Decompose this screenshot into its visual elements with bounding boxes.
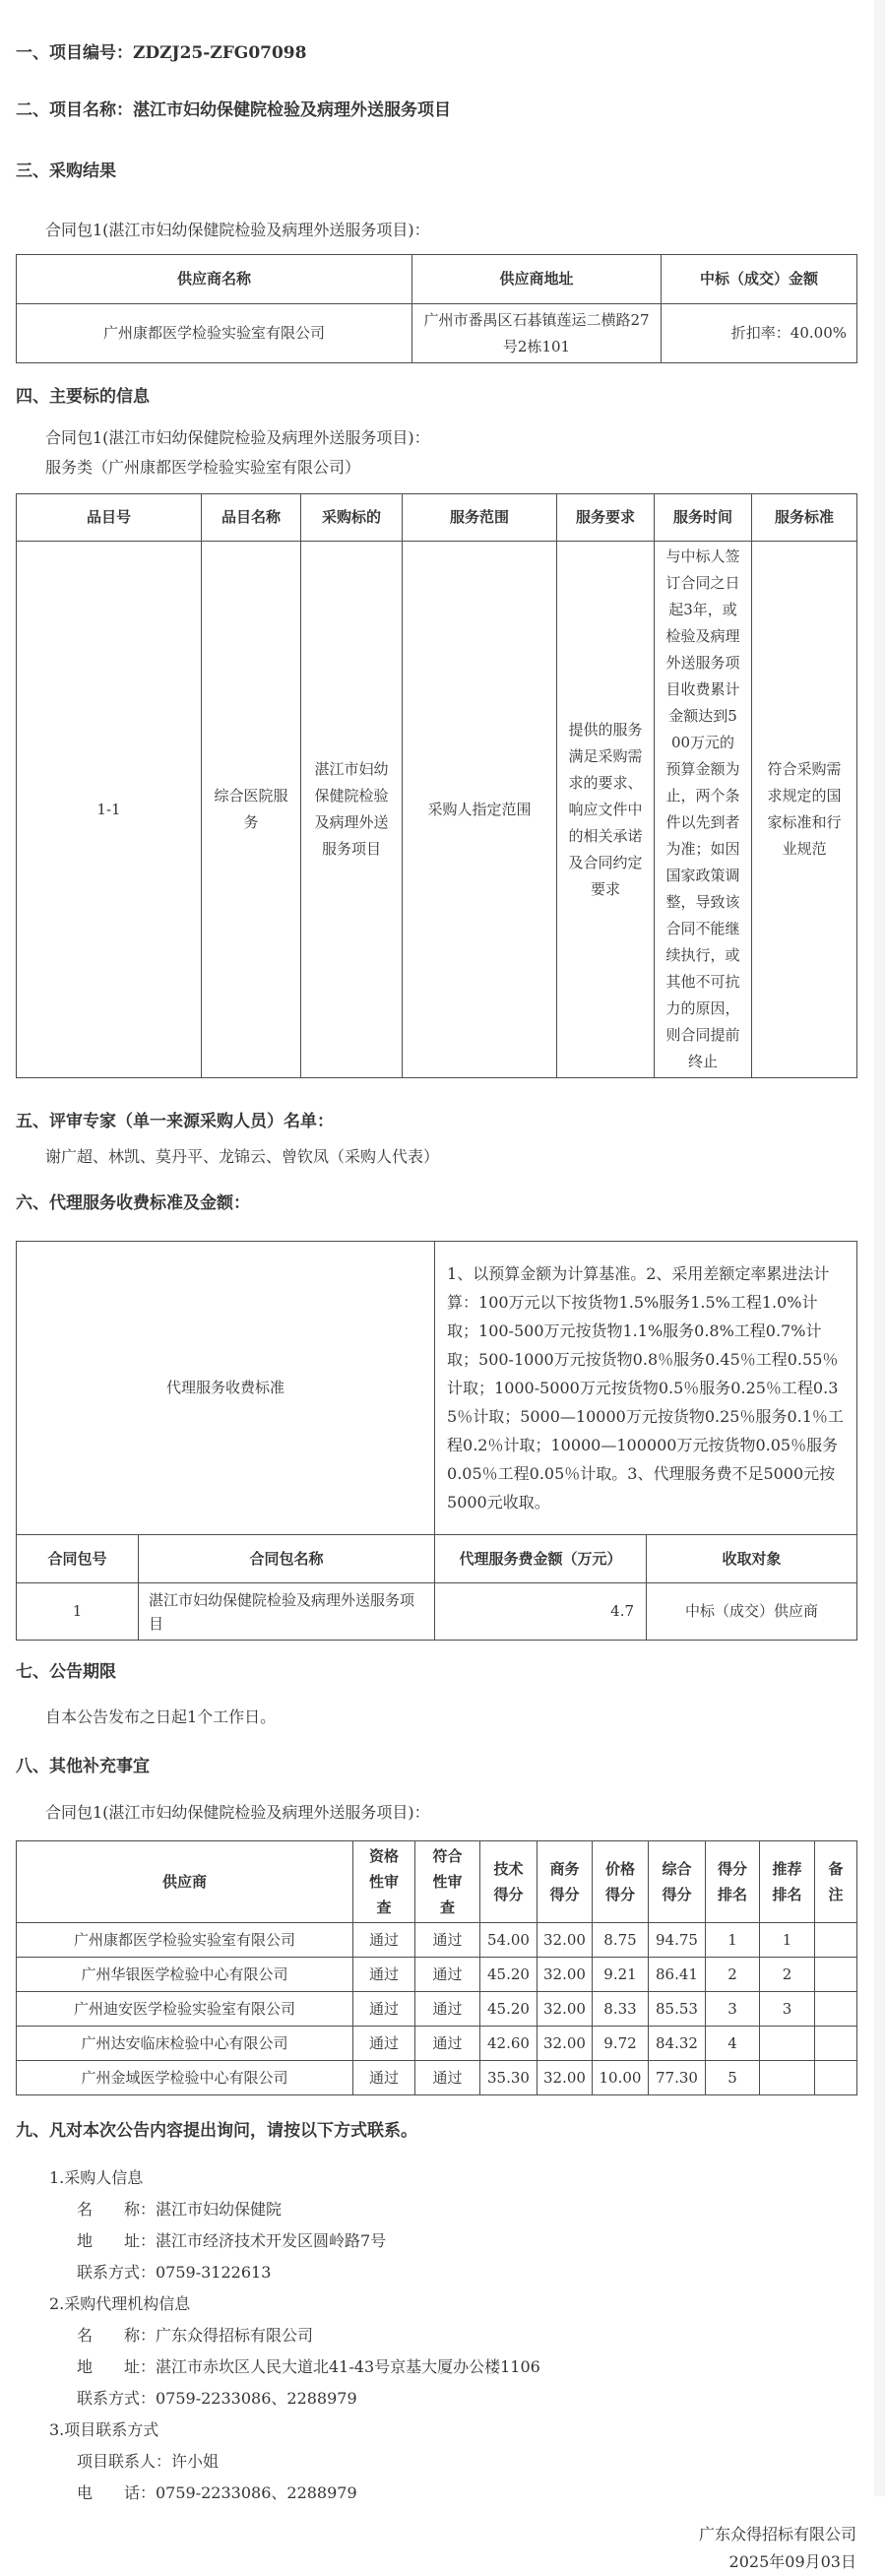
header-remarks: 备注 [815, 1841, 857, 1923]
score-rank-cell: 3 [706, 1992, 760, 2027]
main-subject-table [16, 493, 857, 1078]
agency-fee-table [16, 1241, 857, 1641]
header-price-score: 价格得分 [593, 1841, 649, 1923]
total-score-cell: 94.75 [649, 1923, 706, 1958]
project-contact-heading: 3.项目联系方式 [49, 2420, 159, 2439]
price-score-cell: 10.00 [593, 2061, 649, 2095]
subject-table-header-row [17, 494, 857, 542]
fee-standard-label-cell: 代理服务收费标准 [17, 1242, 435, 1535]
section-project-name: 二、项目名称：湛江市妇幼保健院检验及病理外送服务项目 [16, 100, 451, 120]
package-name-cell: 湛江市妇幼保健院检验及病理外送服务项目 [139, 1583, 435, 1641]
expert-names: 谢广超、林凯、莫丹平、龙锦云、曾钦凤（采购人代表） [45, 1147, 440, 1166]
review-table-row [17, 1923, 857, 1958]
section-project-number: 一、项目编号：ZDZJ25-ZFG07098 [16, 43, 307, 63]
agency-name: 名 称：广东众得招标有限公司 [77, 2326, 314, 2345]
header-service-scope: 服务范围 [403, 494, 557, 542]
purchaser-phone: 联系方式：0759-3122613 [77, 2263, 272, 2282]
purchaser-address: 地 址：湛江市经济技术开发区圆岭路7号 [77, 2231, 387, 2250]
header-supplier-address: 供应商地址 [412, 255, 662, 304]
supplier-cell: 广州华银医学检验中心有限公司 [17, 1958, 353, 1992]
agency-address: 地 址：湛江市赤坎区人民大道北41-43号京基大厦办公楼1106 [77, 2357, 540, 2376]
supplier-cell: 广州康都医学检验实验室有限公司 [17, 1923, 353, 1958]
fee-amount-cell: 4.7 [435, 1583, 647, 1641]
remarks-cell [815, 2027, 857, 2061]
section-contact-info: 九、凡对本次公告内容提出询问，请按以下方式联系。 [16, 2121, 417, 2141]
conformity-cell: 通过 [415, 1992, 480, 2027]
fee-table-header-row [17, 1535, 857, 1583]
price-score-cell: 8.33 [593, 1992, 649, 2027]
section-announcement-period: 七、公告期限 [16, 1662, 116, 1682]
subject-package-label: 合同包1(湛江市妇幼保健院检验及病理外送服务项目)： [45, 428, 430, 447]
remarks-cell [815, 1992, 857, 2027]
supplier-address-cell: 广州市番禺区石碁镇莲运二横路27号2栋101 [412, 304, 662, 363]
package-no-cell: 1 [17, 1583, 139, 1641]
agency-info-heading: 2.采购代理机构信息 [49, 2294, 191, 2313]
section-review-experts: 五、评审专家（单一来源采购人员）名单： [16, 1112, 334, 1131]
qualification-cell: 通过 [353, 1992, 415, 2027]
review-table-row [17, 2027, 857, 2061]
signature-company: 广东众得招标有限公司 [698, 2525, 856, 2544]
header-conformity-review: 符合性审查 [415, 1841, 480, 1923]
signature-date: 2025年09月03日 [728, 2552, 856, 2571]
conformity-cell: 通过 [415, 2027, 480, 2061]
service-scope-cell: 采购人指定范围 [403, 542, 557, 1078]
remarks-cell [815, 1923, 857, 1958]
header-supplier-name: 供应商名称 [17, 255, 412, 304]
service-time-cell: 与中标人签订合同之日起3年，或检验及病理外送服务项目收费累计金额达到500万元的预算金额为止，两个条件以先到者为准；如因国家政策调整，导致该合同不能继续执行，或其他不可抗力的原因，则合同提前终止 [655, 542, 752, 1078]
procurement-result-table [16, 254, 857, 363]
agency-phone: 联系方式：0759-2233086、2288979 [77, 2389, 357, 2408]
score-rank-cell: 2 [706, 1958, 760, 1992]
header-procurement-target: 采购标的 [301, 494, 403, 542]
remarks-cell [815, 1958, 857, 1992]
award-amount-cell: 折扣率：40.00% [662, 304, 857, 363]
subject-table-row [17, 542, 857, 1078]
score-rank-cell: 1 [706, 1923, 760, 1958]
fee-table-row [17, 1583, 857, 1641]
header-package-name: 合同包名称 [139, 1535, 435, 1583]
project-contact-person: 项目联系人：许小姐 [77, 2452, 220, 2471]
review-table-row [17, 1958, 857, 1992]
header-package-no: 合同包号 [17, 1535, 139, 1583]
business-score-cell: 32.00 [537, 1923, 593, 1958]
conformity-cell: 通过 [415, 2061, 480, 2095]
recommend-rank-cell: 1 [760, 1923, 815, 1958]
supplier-cell: 广州达安临床检验中心有限公司 [17, 2027, 353, 2061]
header-recommend-rank: 推荐排名 [760, 1841, 815, 1923]
service-requirement-cell: 提供的服务满足采购需求的要求、响应文件中的相关承诺及合同约定要求 [557, 542, 655, 1078]
business-score-cell: 32.00 [537, 1958, 593, 1992]
fee-standard-row [17, 1242, 857, 1535]
fee-standard-text-cell: 1、以预算金额为计算基准。2、采用差额定率累进法计算：100万元以下按货物1.5%服务1.5%工程1.0%计取；100-500万元按货物1.1%服务0.8%工程0.7%计取；500-1000万元按货物0.8％服务0.45％工程0.55％计取；1000-5000万元按货物0.5％服务0.25％工程0.35％计取；5000—10000万元按货物0.25％服务0.1％工程0.2％计取；10000—100000万元按货物0.05％服务0.05％工程0.05％计取。3、代理服务费不足5000元按5000元收取。 [435, 1242, 857, 1535]
result-table-row [17, 304, 857, 363]
service-standard-cell: 符合采购需求规定的国家标准和行业规范 [752, 542, 857, 1078]
review-table-header-row [17, 1841, 857, 1923]
business-score-cell: 32.00 [537, 2027, 593, 2061]
recommend-rank-cell [760, 2027, 815, 2061]
item-no-cell: 1-1 [17, 542, 202, 1078]
announcement-period-text: 自本公告发布之日起1个工作日。 [45, 1707, 277, 1726]
technical-score-cell: 45.20 [480, 1992, 537, 2027]
technical-score-cell: 54.00 [480, 1923, 537, 1958]
technical-score-cell: 45.20 [480, 1958, 537, 1992]
total-score-cell: 77.30 [649, 2061, 706, 2095]
qualification-cell: 通过 [353, 1958, 415, 1992]
technical-score-cell: 35.30 [480, 2061, 537, 2095]
section-procurement-result: 三、采购结果 [16, 161, 116, 181]
qualification-cell: 通过 [353, 2061, 415, 2095]
supplier-cell: 广州迪安医学检验实验室有限公司 [17, 1992, 353, 2027]
item-name-cell: 综合医院服务 [202, 542, 301, 1078]
purchaser-info-heading: 1.采购人信息 [49, 2168, 144, 2187]
qualification-cell: 通过 [353, 1923, 415, 1958]
price-score-cell: 9.21 [593, 1958, 649, 1992]
technical-score-cell: 42.60 [480, 2027, 537, 2061]
price-score-cell: 8.75 [593, 1923, 649, 1958]
review-table-row [17, 1992, 857, 2027]
section-other-matters: 八、其他补充事宜 [16, 1757, 150, 1776]
header-item-name: 品目名称 [202, 494, 301, 542]
header-score-rank: 得分排名 [706, 1841, 760, 1923]
score-rank-cell: 4 [706, 2027, 760, 2061]
purchaser-name: 名 称：湛江市妇幼保健院 [77, 2200, 283, 2219]
recommend-rank-cell [760, 2061, 815, 2095]
header-item-no: 品目号 [17, 494, 202, 542]
header-supplier: 供应商 [17, 1841, 353, 1923]
total-score-cell: 86.41 [649, 1958, 706, 1992]
contact-block [16, 2162, 856, 2509]
conformity-cell: 通过 [415, 1958, 480, 1992]
scrollbar-track[interactable] [874, 0, 885, 2496]
header-service-standard: 服务标准 [752, 494, 857, 542]
header-service-time: 服务时间 [655, 494, 752, 542]
supplier-review-table [16, 1840, 857, 2095]
header-fee-amount: 代理服务费金额（万元） [435, 1535, 647, 1583]
recommend-rank-cell: 3 [760, 1992, 815, 2027]
conformity-cell: 通过 [415, 1923, 480, 1958]
business-score-cell: 32.00 [537, 2061, 593, 2095]
header-qualification-review: 资格性审查 [353, 1841, 415, 1923]
project-contact-phone: 电 话：0759-2233086、2288979 [77, 2483, 357, 2502]
review-package-label: 合同包1(湛江市妇幼保健院检验及病理外送服务项目)： [45, 1803, 430, 1822]
business-score-cell: 32.00 [537, 1992, 593, 2027]
fee-payer-cell: 中标（成交）供应商 [647, 1583, 857, 1641]
header-fee-payer: 收取对象 [647, 1535, 857, 1583]
qualification-cell: 通过 [353, 2027, 415, 2061]
remarks-cell [815, 2061, 857, 2095]
header-award-amount: 中标（成交）金额 [662, 255, 857, 304]
header-total-score: 综合得分 [649, 1841, 706, 1923]
header-technical-score: 技术得分 [480, 1841, 537, 1923]
section-agency-fee: 六、代理服务收费标准及金额： [16, 1193, 250, 1213]
header-business-score: 商务得分 [537, 1841, 593, 1923]
recommend-rank-cell: 2 [760, 1958, 815, 1992]
supplier-cell: 广州金域医学检验中心有限公司 [17, 2061, 353, 2095]
signature-block [16, 2521, 856, 2576]
subject-category-label: 服务类（广州康都医学检验实验室有限公司） [45, 458, 361, 477]
result-table-header-row [17, 255, 857, 304]
total-score-cell: 85.53 [649, 1992, 706, 2027]
price-score-cell: 9.72 [593, 2027, 649, 2061]
procurement-target-cell: 湛江市妇幼保健院检验及病理外送服务项目 [301, 542, 403, 1078]
review-table-row [17, 2061, 857, 2095]
section-main-subject: 四、主要标的信息 [16, 387, 150, 407]
header-service-requirement: 服务要求 [557, 494, 655, 542]
total-score-cell: 84.32 [649, 2027, 706, 2061]
score-rank-cell: 5 [706, 2061, 760, 2095]
supplier-name-cell: 广州康都医学检验实验室有限公司 [17, 304, 412, 363]
result-package-label: 合同包1(湛江市妇幼保健院检验及病理外送服务项目)： [45, 221, 430, 239]
